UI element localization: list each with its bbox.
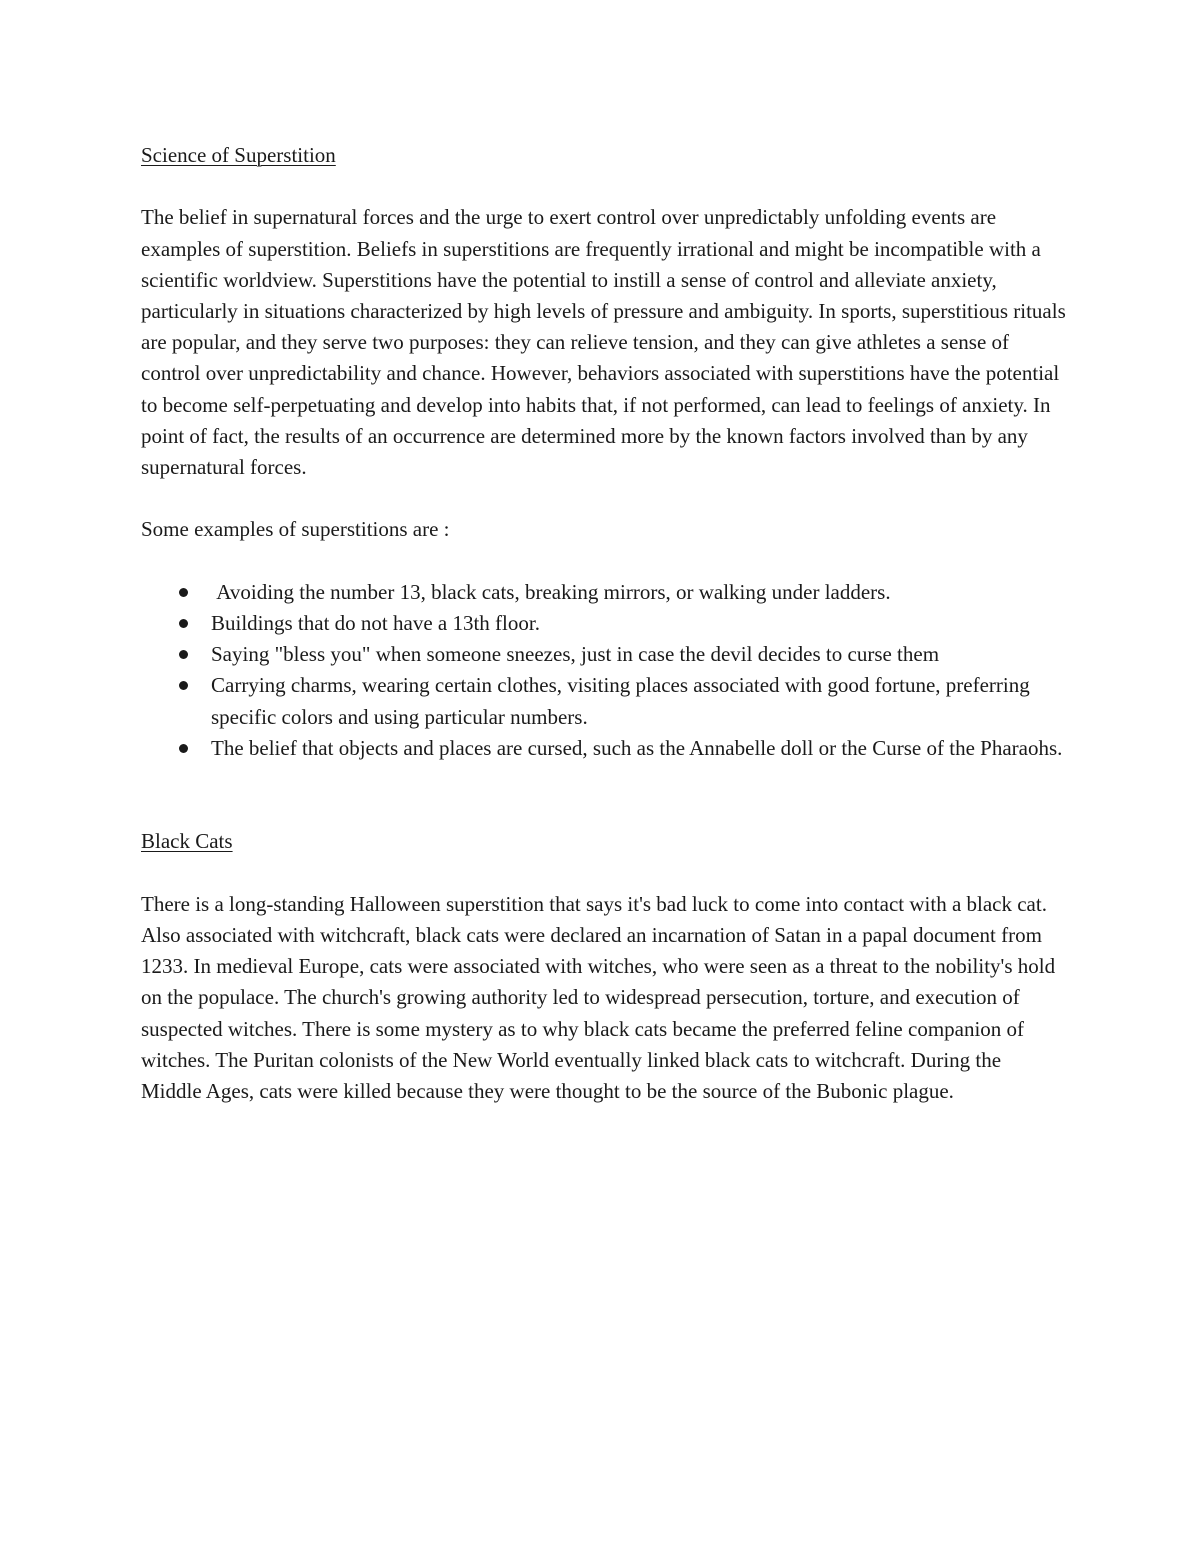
document-page xyxy=(141,140,1066,1107)
list-item xyxy=(141,733,1066,764)
list-item-text: Avoiding the number 13, black cats, breaking mirrors, or walking under ladders. xyxy=(211,579,891,604)
list-item-text: Saying "bless you" when someone sneezes, just in case the devil decides to curse them xyxy=(211,642,940,667)
bullet-icon xyxy=(179,588,188,597)
bullet-icon xyxy=(179,650,188,659)
list-item-text: Buildings that do not have a 13th floor. xyxy=(211,611,540,635)
list-item-text: Carrying charms, wearing certain clothes, visiting places associated with good fortune, preferring specific colors and using particular numbers. xyxy=(211,673,1030,729)
examples-list xyxy=(141,577,1066,764)
spacer xyxy=(141,764,1066,826)
bullet-icon xyxy=(179,681,188,690)
section-heading-science-of-superstition: Science of Superstition xyxy=(141,143,336,167)
spacer xyxy=(141,858,1066,889)
spacer xyxy=(141,171,1066,202)
list-item xyxy=(141,670,1066,732)
list-item-text: The belief that objects and places are cursed, such as the Annabelle doll or the Curse of the Pharaohs. xyxy=(211,735,1063,760)
bullet-icon xyxy=(179,619,188,628)
bullet-icon xyxy=(179,744,188,753)
black-cats-paragraph: There is a long-standing Halloween superstition that says it's bad luck to come into contact with a black cat. Also associated with witchcraft, black cats were declared an incarnation of Satan in a papal document from 1233. In medieval Europe, cats were associated with witches, who were seen as a threat to the nobility's hold on the populace. The church's growing authority led to widespread persecution, torture, and execution of suspected witches. There is some mystery as to why black cats became the preferred feline companion of witches. The Puritan colonists of the New World eventually linked black cats to witchcraft. During the Middle Ages, cats were killed because they were thought to be the source of the Bubonic plague. xyxy=(141,891,1056,1104)
spacer xyxy=(141,483,1066,514)
section-heading-black-cats: Black Cats xyxy=(141,829,233,854)
list-item xyxy=(141,577,1066,608)
examples-intro: Some examples of superstitions are : xyxy=(141,517,450,542)
list-item xyxy=(141,608,1066,639)
list-item xyxy=(141,639,1066,670)
spacer xyxy=(141,546,1066,577)
intro-paragraph: The belief in supernatural forces and the urge to exert control over unpredictably unfolding events are examples of superstition. Beliefs in superstitions are frequently irrational and might be incompatible with a scientific worldview. Superstitions have the potential to instill a sense of control and alleviate anxiety, particularly in situations characterized by high levels of pressure and ambiguity. In sports, superstitious rituals are popular, and they serve two purposes: they can relieve tension, and they can give athletes a sense of control over unpredictability and chance. However, behaviors associated with superstitions have the potential to become self-perpetuating and develop into habits that, if not performed, can lead to feelings of anxiety. In point of fact, the results of an occurrence are determined more by the known factors involved than by any supernatural forces. xyxy=(141,205,1066,480)
